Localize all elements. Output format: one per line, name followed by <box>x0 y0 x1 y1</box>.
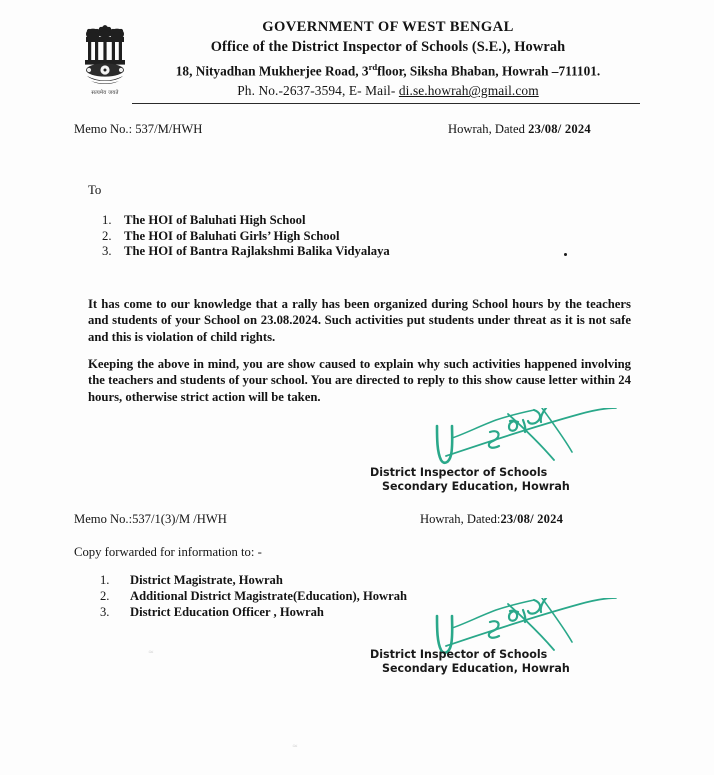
letterhead-divider <box>132 103 640 104</box>
memo-date-secondary <box>420 512 563 527</box>
designation-line-2: Secondary Education, Howrah <box>382 662 570 675</box>
copy-forwarded-list <box>100 573 540 620</box>
designation-line-1: District Inspector of Schools <box>370 648 548 661</box>
body-paragraph-1: It has come to our knowledge that a rally has been organized during School hours by the teachers and students of your School on 23.08.2024. Such activities put students under threat as it is not safe and this is violation of child rights. <box>88 296 631 344</box>
list-item-label: District Magistrate, Howrah <box>130 573 283 587</box>
org-name: GOVERNMENT OF WEST BENGAL <box>262 19 514 35</box>
list-item-number: 2. <box>102 228 112 243</box>
signature-designation-primary <box>370 466 570 494</box>
designation-line-1: District Inspector of Schools <box>370 466 548 479</box>
memo-place-label: Howrah, Dated <box>448 122 529 136</box>
letterhead-text <box>108 18 668 101</box>
office-name: Office of the District Inspector of Schools (S.E.), Howrah <box>210 39 566 55</box>
list-item <box>100 589 540 605</box>
letterhead <box>0 18 714 101</box>
recipient-list <box>72 213 622 260</box>
memo-date-value: 23/08/ 2024 <box>528 122 591 136</box>
office-contact <box>108 81 668 101</box>
list-item-label: The HOI of Bantra Rajlakshmi Balika Vidyalaya <box>124 244 390 259</box>
address-part-1: 18, Nityadhan Mukherjee Road, 3 <box>175 63 369 79</box>
address-ordinal-suffix: rd <box>368 62 378 72</box>
emblem-motto: सत्यमेव जयते <box>91 90 119 96</box>
signature-designation-secondary <box>370 648 570 676</box>
list-item-number: 1. <box>100 573 110 587</box>
list-item <box>100 605 540 621</box>
copy-forwarded-label: Copy forwarded for information to: - <box>74 545 262 559</box>
list-item <box>102 213 622 229</box>
memo-date-primary <box>448 122 591 137</box>
scan-smudge-artifact: ≈ <box>148 648 154 656</box>
list-item-label: The HOI of Baluhati High School <box>124 213 306 227</box>
phone-text: Ph. No.-2637-3594, E- Mail- <box>237 83 399 99</box>
memo-number-primary: Memo No.: 537/M/HWH <box>74 122 203 136</box>
list-item-number: 3. <box>102 244 112 259</box>
scan-smudge-artifact: ≈ <box>292 742 298 750</box>
list-item-number: 1. <box>102 213 112 227</box>
list-item-number: 3. <box>100 604 110 619</box>
email-link[interactable]: di.se.howrah@gmail.com <box>398 83 539 99</box>
list-item <box>102 244 622 260</box>
memo-date-value: 23/08/ 2024 <box>500 512 564 526</box>
designation-line-2: Secondary Education, Howrah <box>382 480 570 493</box>
list-item-label: The HOI of Baluhati Girls’ High School <box>124 228 340 243</box>
body-paragraph-2: Keeping the above in mind, you are show caused to explain why such activities happened involving the teachers and students of your school. You are directed to reply to this show cause letter within 24 hours, otherwise strict action will be taken. <box>88 356 631 404</box>
memo-number-secondary: Memo No.:537/1(3)/M /HWH <box>74 512 227 526</box>
list-item-label: District Education Officer , Howrah <box>130 604 324 619</box>
ashoka-lion-capital-emblem <box>78 24 132 90</box>
office-address <box>108 57 668 81</box>
address-part-2: floor, Siksha Bhaban, Howrah –711101. <box>377 63 601 79</box>
memo-place-label: Howrah, Dated: <box>420 512 501 526</box>
list-item-number: 2. <box>100 588 110 603</box>
to-label: To <box>88 183 102 197</box>
ink-dot-artifact <box>564 253 567 256</box>
list-item <box>102 229 622 245</box>
list-item-label: Additional District Magistrate(Education), Howrah <box>130 588 408 603</box>
list-item <box>100 573 540 589</box>
